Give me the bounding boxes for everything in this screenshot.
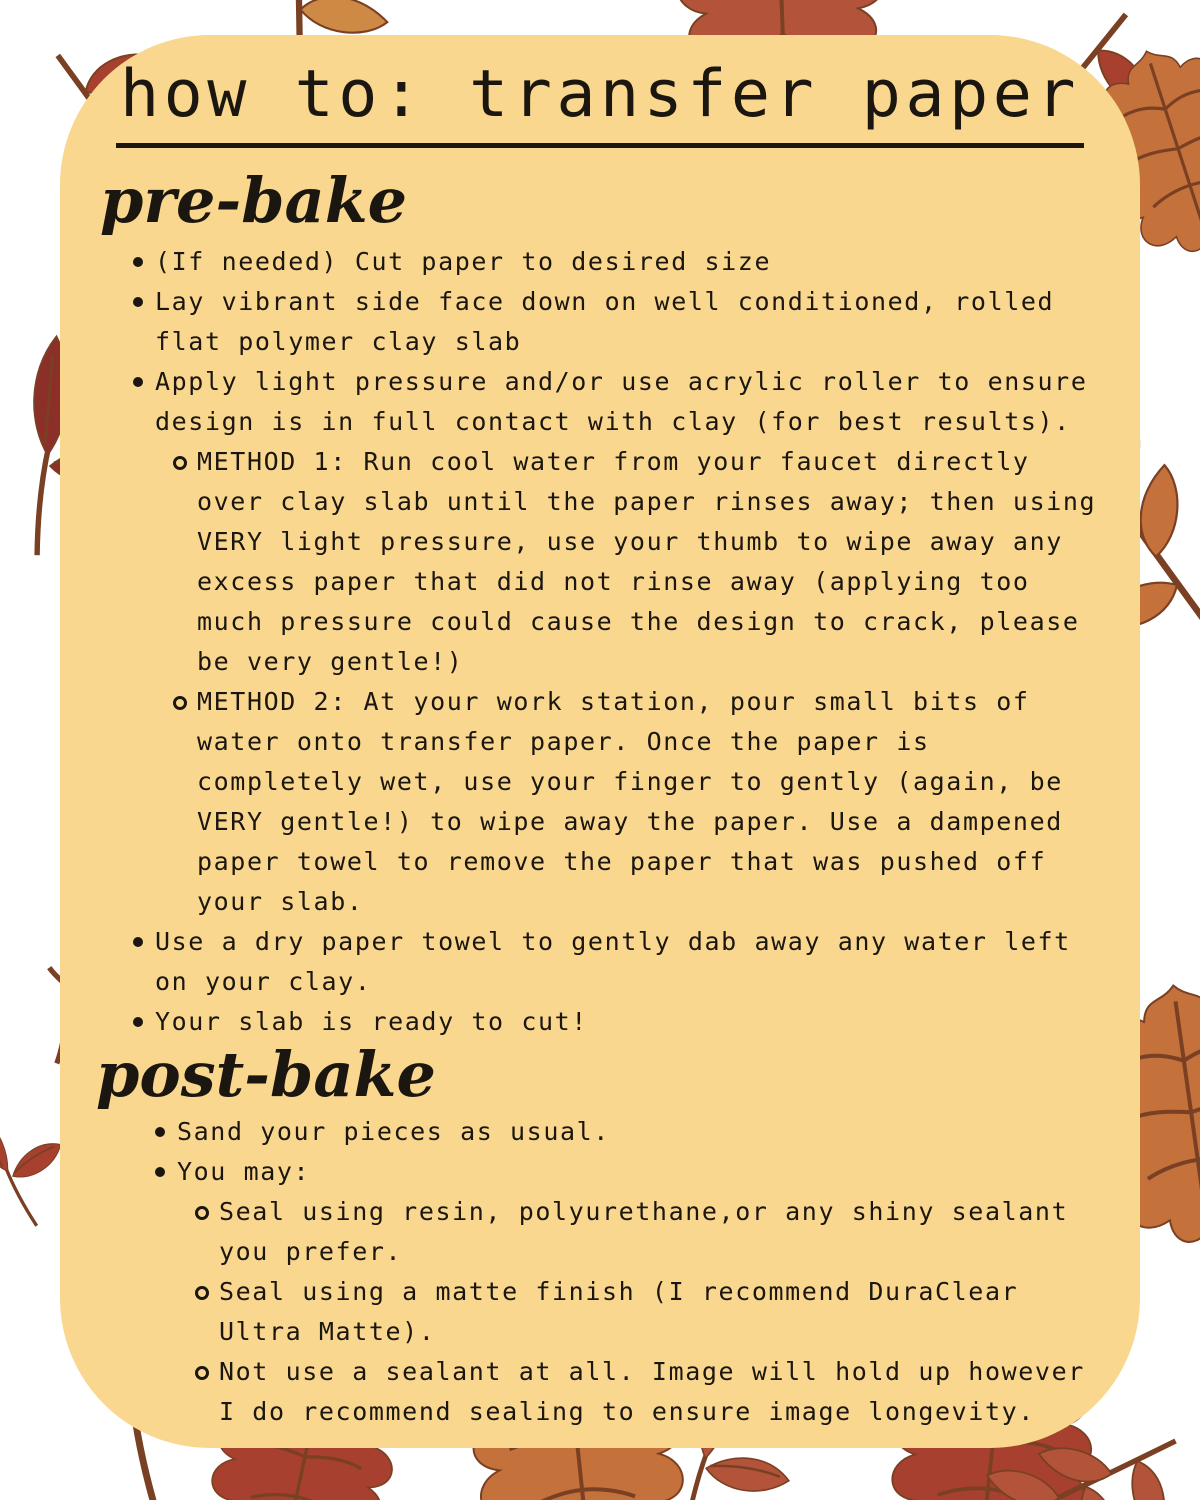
sub-list-item [195,1352,1092,1432]
post-bake-list [152,1112,1092,1432]
list-item [130,1002,1100,1042]
list-item [152,1112,1092,1152]
list-item [130,282,1100,362]
list-item-text: Apply light pressure and/or use acrylic roller to ensure design is in full contact with clay (for best results). [155,367,1088,437]
page-title: how to: transfer paper [116,61,1084,148]
sub-list-item-text: Not use a sealant at all. Image will hold up however I do recommend sealing to ensure image longevity. [219,1357,1085,1427]
list-item-text: Sand your pieces as usual. [177,1117,610,1147]
page-title-wrap [60,57,1140,148]
section-heading-post-bake: post-bake [96,1038,436,1112]
list-item [152,1152,1092,1432]
list-item-text: Use a dry paper towel to gently dab away any water left on your clay. [155,927,1071,997]
pre-bake-list [130,242,1100,1042]
section-heading-pre-bake: pre-bake [100,164,408,238]
list-item-text: Your slab is ready to cut! [155,1007,588,1037]
post-bake-sublist [195,1192,1092,1432]
sub-list-item-text: METHOD 2: At your work station, pour small bits of water onto transfer paper. Once the paper is completely wet, use your finger to gently (again, be VERY gentle!) to wipe away the paper. Use a dampened paper towel to remove the paper that was pushed off your slab. [197,687,1063,917]
sub-list-item [173,682,1100,922]
sub-list-item-text: Seal using a matte finish (I recommend DuraClear Ultra Matte). [219,1277,1019,1347]
list-item-text: (If needed) Cut paper to desired size [155,247,772,277]
list-item-text: You may: [177,1157,311,1187]
sub-list-item-text: Seal using resin, polyurethane,or any shiny sealant you prefer. [219,1197,1069,1267]
list-item-text: Lay vibrant side face down on well conditioned, rolled flat polymer clay slab [155,287,1055,357]
list-item [130,242,1100,282]
list-item [130,922,1100,1002]
sub-list-item [195,1272,1092,1352]
instruction-card [60,35,1140,1448]
list-item [130,362,1100,922]
sub-list-item [173,442,1100,682]
pre-bake-sublist [173,442,1100,922]
sub-list-item-text: METHOD 1: Run cool water from your faucet directly over clay slab until the paper rinses away; then using VERY light pressure, use your thumb to wipe away any excess paper that did not rinse away (applying too much pressure could cause the design to crack, please be very gentle!) [197,447,1097,677]
sub-list-item [195,1192,1092,1272]
